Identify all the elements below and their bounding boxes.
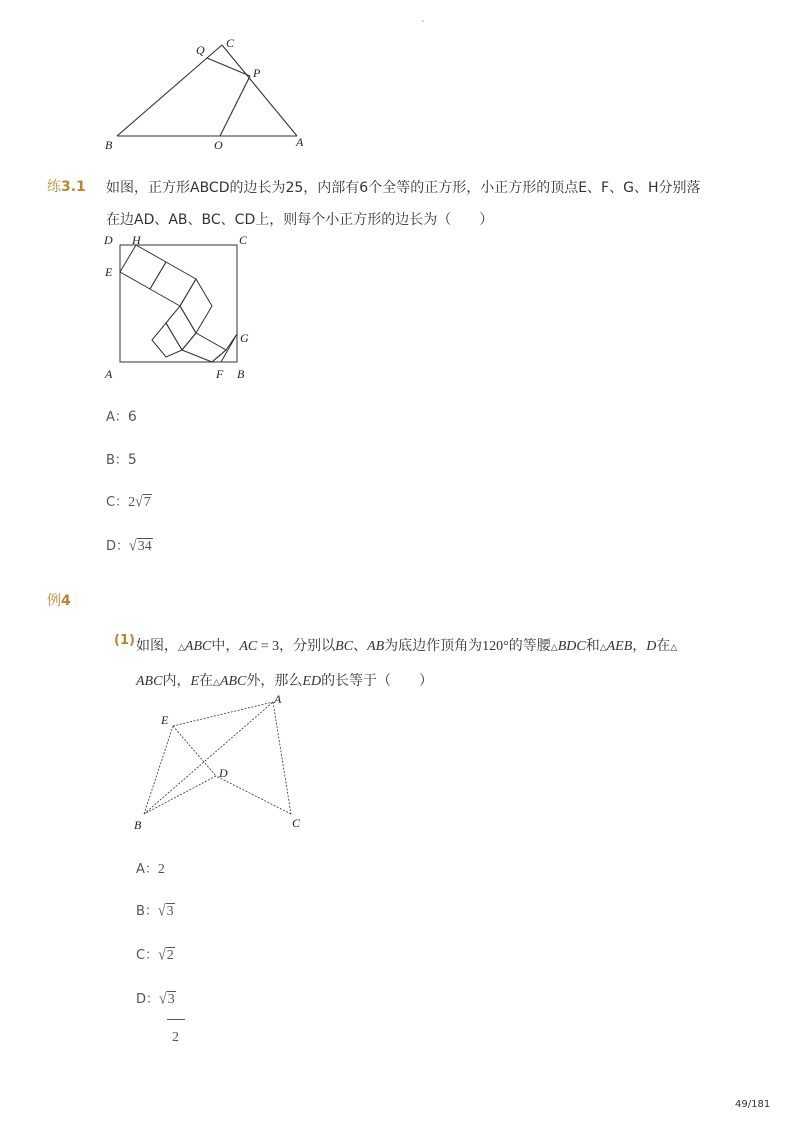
sub-question-number: (1) (114, 633, 135, 648)
label-b: B (105, 138, 113, 152)
example-4-option-c[interactable]: C：√2 (136, 946, 174, 965)
label-d: D (104, 233, 113, 247)
exercise-3-1-question-line2: 在边AD、AB、BC、CD上，则每个小正方形的边长为（ ） (106, 212, 494, 228)
label-a: A (105, 367, 113, 381)
small-square-2 (150, 262, 196, 306)
segment-bc (117, 45, 222, 136)
triangle-figure-qcpboa (100, 32, 330, 157)
label-a: A (296, 135, 304, 149)
small-square-6 (152, 323, 182, 357)
exercise-tag: 练 (47, 179, 61, 195)
example-4-heading: 例4 (47, 593, 71, 609)
label-b: B (237, 367, 245, 381)
top-mark: - (421, 16, 425, 27)
label-e: E (105, 265, 113, 279)
label-b: B (134, 818, 142, 832)
label-o: O (214, 138, 223, 152)
label-f: F (216, 367, 224, 381)
example-4-option-b[interactable]: B：√3 (136, 902, 174, 921)
small-square-3 (180, 279, 212, 333)
option-a-value: 6 (127, 409, 137, 425)
label-c: C (292, 816, 301, 830)
exercise-3-1-question-line1: 如图，正方形ABCD的边长为25，内部有6个全等的正方形，小正方形的顶点E、F、G、H分别落 (106, 180, 701, 196)
segment-db (144, 776, 216, 814)
segment-ea (173, 702, 273, 726)
example-4-option-d[interactable]: D：√3 (136, 990, 175, 1009)
fraction-bar (167, 1019, 185, 1020)
exercise-number: 3.1 (61, 179, 86, 195)
option-b-value: 5 (127, 452, 137, 468)
example-4-option-a-value: 2 (157, 862, 165, 877)
exercise-3-1-heading (47, 176, 86, 196)
label-g: G (240, 331, 249, 345)
example-4-option-d-denominator: 2 (172, 1030, 179, 1045)
segment-po (220, 76, 250, 136)
option-d-value: √34 (129, 537, 152, 556)
segment-ed (173, 726, 216, 776)
small-square-4 (166, 306, 196, 350)
option-a[interactable]: A：6 (106, 409, 137, 425)
segment-ac (273, 702, 291, 814)
label-q: Q (196, 43, 205, 57)
square-figure-abcd (100, 228, 260, 384)
example-4-question-line2: ABC内，E在△ABC外，那么ED的长等于（ ） (136, 673, 434, 689)
label-d: D (219, 766, 228, 780)
label-h: H (132, 233, 141, 247)
example-4-option-d-numerator: √3 (159, 990, 175, 1009)
label-e: E (161, 713, 169, 727)
option-c[interactable]: C：2√7 (106, 493, 151, 512)
segment-qp (207, 58, 250, 76)
page-number: 49/181 (735, 1099, 771, 1110)
example-4-option-c-value: √2 (158, 946, 174, 965)
option-b[interactable]: B：5 (106, 452, 137, 468)
label-a: A (274, 692, 282, 706)
label-c: C (239, 233, 248, 247)
segment-ca (222, 45, 297, 136)
option-d[interactable]: D：√34 (106, 537, 152, 556)
label-c: C (226, 36, 235, 50)
example-4-question-line1: 如图，△ABC中，AC = 3，分别以BC、AB为底边作顶角为120°的等腰△BDC和△AEB，D在△ (136, 638, 678, 654)
small-square-5 (182, 333, 226, 362)
small-square-7 (212, 334, 237, 362)
segment-cd (216, 776, 291, 814)
quadrilateral-figure-eacb (128, 690, 318, 840)
option-c-value: 2√7 (128, 493, 151, 512)
example-4-option-b-value: √3 (157, 902, 174, 921)
small-square-1 (120, 245, 166, 289)
example-4-option-a[interactable]: A：2 (136, 862, 165, 877)
label-p: P (253, 66, 261, 80)
